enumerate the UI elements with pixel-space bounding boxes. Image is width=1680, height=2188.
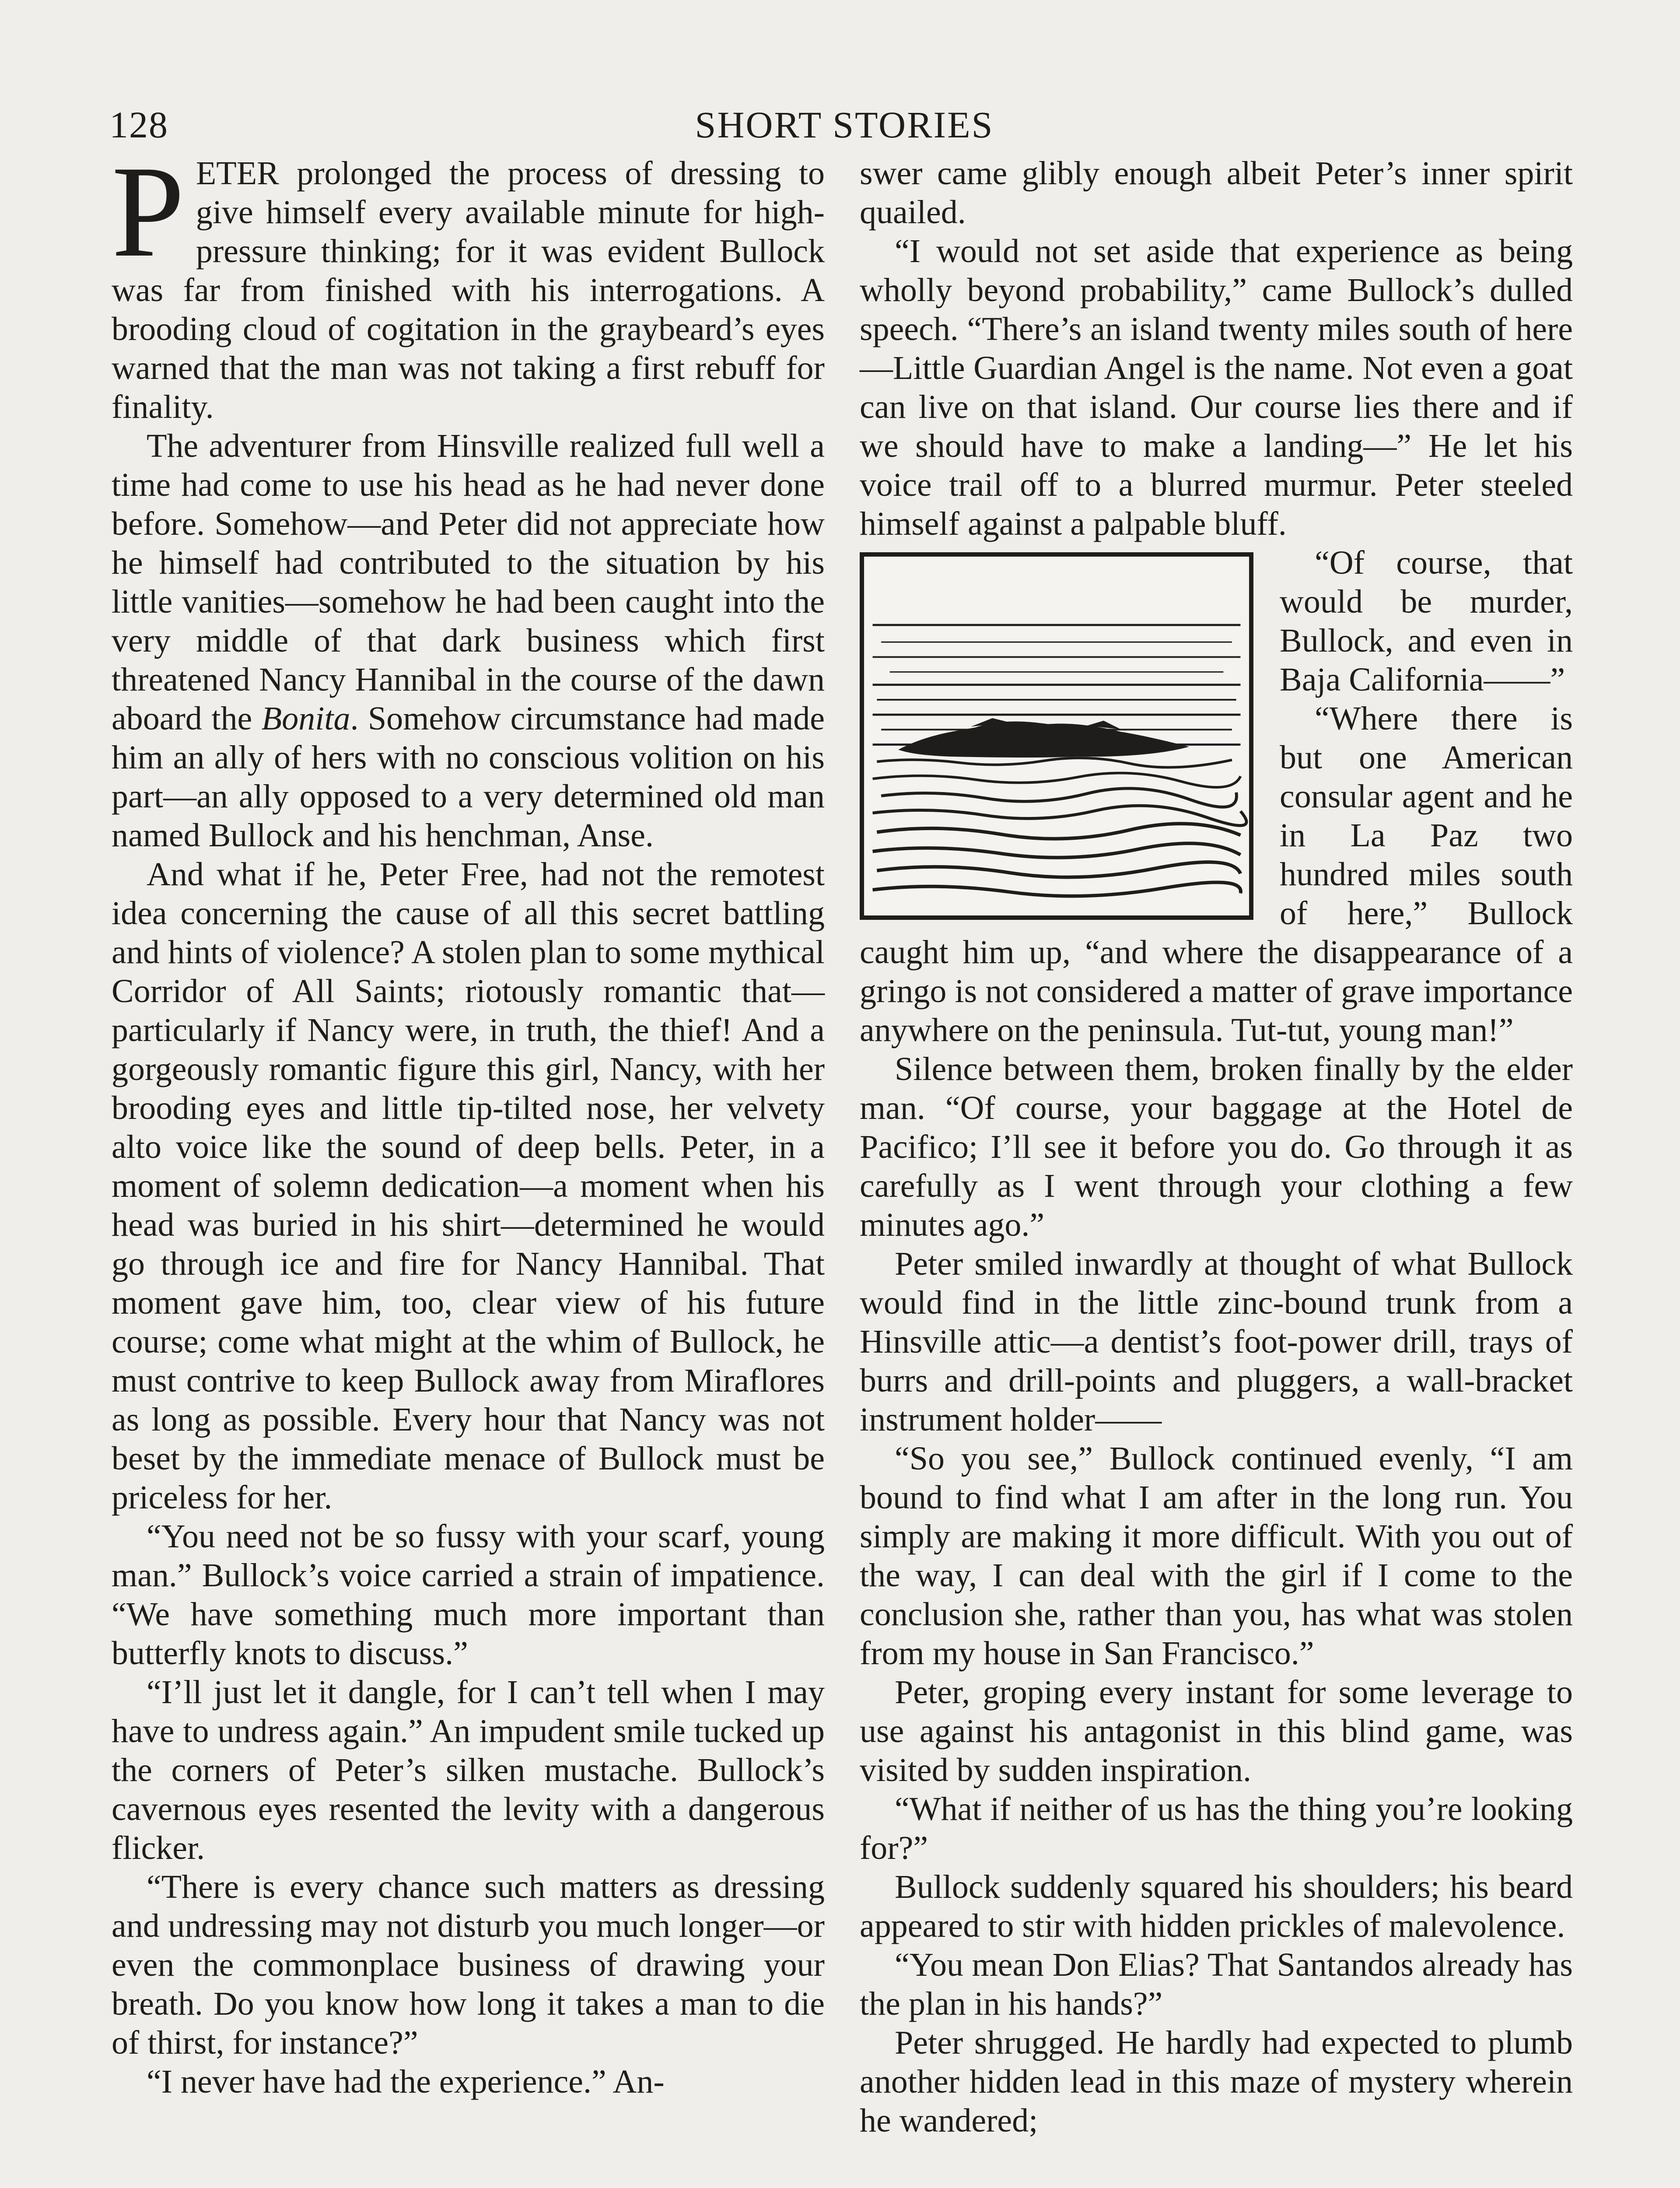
- paragraph: “There is every chance such matters as dressing and undressing may not disturb you much longer—or even the commonplace business of drawing your breath. Do you know how long it takes a man to die of thirst, for instance?”: [112, 1869, 825, 2061]
- paragraph-text: . Somehow circumstance had made him an ally of hers with no conscious volition on his part—an ally opposed to a very determined old man named Bullock and his henchman, Anse.: [112, 700, 825, 854]
- drop-cap: P: [112, 139, 185, 284]
- paragraph-text: ETER prolonged the process of dressing to give himself every available minute for high-pressure thinking; for it was evident Bullock was far from finished with his interrogations. A brooding cloud of cogitation in the graybeard’s eyes warned that the man was not taking a first rebuff for finality.: [112, 155, 825, 425]
- paragraph: “Of course, that would be murder, Bullock, and even in Baja California——”: [1280, 544, 1573, 698]
- paragraph: “What if neither of us has the thing you’re looking for?”: [860, 1791, 1573, 1866]
- page-header: [109, 98, 1579, 151]
- paragraph: Silence between them, broken finally by the elder man. “Of course, your baggage at the Hotel de Pacifico; I’ll see it before you do. Go through it as carefully as I went through your clothing a few minutes ago.”: [860, 1051, 1573, 1243]
- paragraph: Peter, groping every instant for some leverage to use against his antagonist in this blind game, was visited by sudden inspiration.: [860, 1674, 1573, 1788]
- paragraph: “I never have had the experience.” An-: [147, 2063, 665, 2100]
- ship-name: Bonita: [261, 700, 350, 737]
- paragraph: “So you see,” Bullock continued evenly, “I am bound to find what I am after in the long run. You simply are making it more difficult. With you out of the way, I can deal with the girl if I come to the conclusion she, rather than you, has what was stolen from my house in San Francisco.”: [860, 1440, 1573, 1672]
- page-number: 128: [109, 104, 168, 146]
- island-sea-drawing: [864, 557, 1249, 915]
- paragraph: Peter shrugged. He hardly had expected to plumb another hidden lead in this maze of mystery wherein he wandered;: [860, 2024, 1573, 2139]
- island-sea-illustration: [860, 552, 1253, 920]
- paragraph: [112, 427, 825, 855]
- text-column-left: [112, 139, 825, 2101]
- paragraph: “Where there is but one American consular agent and he in La Paz two hundred miles south of here,” Bullock caught him up, “and where the disappearance of a gringo is not considered a matter of grave importance anywhere on the peninsula. Tut-tut, young man!”: [860, 700, 1573, 1048]
- text-column-right: [860, 154, 1573, 2140]
- paragraph: “I would not set aside that experience as being wholly beyond probability,” came Bullock’s dulled speech. “There’s an island twenty miles south of here—Little Guardian Angel is the name. Not even a goat can live on that island. Our course lies there and if we should have to make a landing—” He let his voice trail off to a blurred murmur. Peter steeled himself against a palpable bluff.: [860, 233, 1573, 542]
- paragraph: “You mean Don Elias? That Santandos already has the plan in his hands?”: [860, 1946, 1573, 2022]
- paragraph: “I’ll just let it dangle, for I can’t tell when I may have to undress again.” An impudent smile tucked up the corners of Peter’s silken mustache. Bullock’s cavernous eyes resented the levity with a dangerous flicker.: [112, 1674, 825, 1866]
- paragraph: Bullock suddenly squared his shoulders; his beard appeared to stir with hidden prickles of malevolence.: [860, 1869, 1573, 1944]
- paragraph: Peter smiled inwardly at thought of what Bullock would find in the little zinc-bound trunk from a Hinsville attic—a dentist’s foot-power drill, trays of burrs and drill-points and pluggers, a wall-bracket instrument holder——: [860, 1245, 1573, 1438]
- paragraph: And what if he, Peter Free, had not the remotest idea concerning the cause of all this secret battling and hints of violence? A stolen plan to some mythical Corridor of All Saints; riotously romantic that—particularly if Nancy were, in truth, the thief! And a gorgeously romantic figure this girl, Nancy, with her brooding eyes and little tip-tilted nose, her velvety alto voice like the sound of deep bells. Peter, in a moment of solemn dedication—a moment when his head was buried in his shirt—determined he would go through ice and fire for Nancy Hannibal. That moment gave him, too, clear view of his future course; come what might at the whim of Bullock, he must contrive to keep Bullock away from Miraflores as long as possible. Every hour that Nancy was not beset by the immediate menace of Bullock must be priceless for her.: [112, 856, 825, 1516]
- paragraph: “You need not be so fussy with your scarf, young man.” Bullock’s voice carried a strain of impatience. “We have something much more important than butterfly knots to discuss.”: [112, 1518, 825, 1672]
- running-title: SHORT STORIES: [695, 104, 994, 146]
- paragraph: swer came glibly enough albeit Peter’s inner spirit quailed.: [860, 155, 1573, 231]
- paragraph-text: The adventurer from Hinsville realized full well a time had come to use his head as he had never done before. Somehow—and Peter did not appreciate how he himself had contributed to the situation by his little vanities—somehow he had been caught into the very middle of that dark business which first threatened Nancy Hannibal in the course of the dawn aboard the: [112, 428, 825, 737]
- paragraph: [112, 139, 825, 427]
